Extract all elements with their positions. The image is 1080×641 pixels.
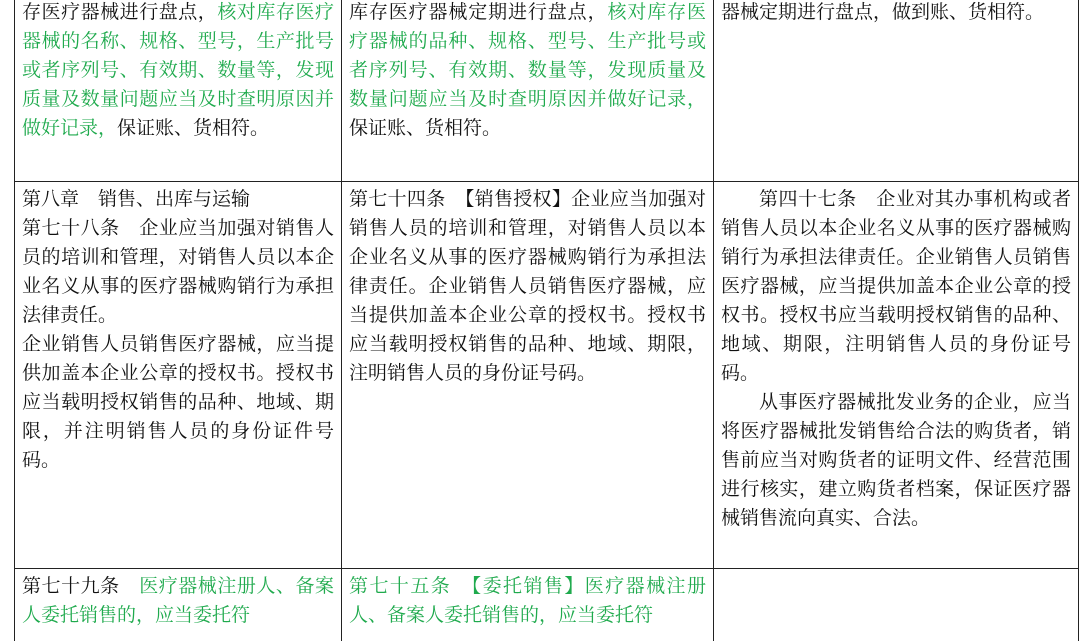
body-text: 第七十八条 企业应当加强对销售人员的培训和管理，对销售人员以本企业名义从事的医疗器械购销行为承担法律责任。 [22, 217, 334, 326]
cell-paragraph [22, 185, 334, 214]
highlighted-text: 第七十五条 [349, 575, 472, 597]
comparison-table-body [15, 0, 1079, 641]
cell-paragraph [721, 388, 1071, 533]
table-row-inventory [15, 0, 1079, 182]
comparison-table [14, 0, 1079, 641]
body-text: 企业销售人员销售医疗器械，应当提供加盖本企业公章的授权书。授权书应当载明授权销售的品种、地域、期限，并注明销售人员的身份证件号码。 [22, 333, 334, 471]
cell-paragraph [22, 0, 334, 143]
body-text: 从事医疗器械批发业务的企业，应当将医疗器械批发销售给合法的购货者，销售前应当对购货者的证明文件、经营范围进行核实，建立购货者档案，保证医疗器械销售流向真实、合法。 [721, 391, 1071, 529]
cell-paragraph [22, 572, 334, 630]
cell-old-rule-inventory [714, 0, 1079, 182]
cell-new-rule-sales [15, 182, 342, 569]
cell-new-rule-inventory [15, 0, 342, 182]
cell-paragraph [349, 572, 706, 630]
cell-paragraph [721, 185, 1071, 388]
body-text: 第八章 销售、出库与运输 [22, 188, 251, 210]
body-text: 存医疗器械进行盘点， [22, 1, 218, 23]
cell-draft-rule-sales [342, 182, 714, 569]
cell-old-rule-sales [714, 182, 1079, 569]
highlighted-text: 核对库存医疗器械的名称、规格、型号，生产批号或者序列号、有效期、数量等，发现质量及数量问题应当及时查明原因并做好记录， [22, 1, 334, 139]
cell-paragraph [22, 214, 334, 330]
body-text: 库存医疗器械定期进行盘点， [349, 1, 608, 23]
highlighted-text: 核对库存医疗器械的品种、规格、型号、生产批号或者序列号、有效期、数量等，发现质量及数量问题应当及时查明原因并做好记录， [349, 1, 706, 110]
highlighted-text: 【委托销售】医疗器械注册人、备案人委托销售的，应当委托符 [349, 575, 706, 626]
body-text: 保证账、货相符。 [349, 117, 502, 139]
cell-paragraph [349, 185, 706, 388]
body-text: 第七十四条 【销售授权】企业应当加强对销售人员的培训和管理，对销售人员以本企业名义从事的医疗器械购销行为承担法律责任。企业销售人员销售医疗器械，应当提供加盖本企业公章的授权书。授权书应当载明授权销售的品种、地域、期限，注明销售人员的身份证号码。 [349, 188, 706, 384]
highlighted-text: 医疗器械注册人、备案人委托销售的，应当委托符 [22, 575, 334, 626]
table-row-entrusted-sales [15, 569, 1079, 641]
cell-draft-rule-entrusted [342, 569, 714, 641]
cell-paragraph [721, 0, 1071, 27]
cell-draft-rule-inventory [342, 0, 714, 182]
body-text: 保证账、货相符。 [117, 117, 270, 139]
cell-paragraph [22, 330, 334, 475]
body-text: 第四十七条 企业对其办事机构或者销售人员以本企业名义从事的医疗器械购销行为承担法律责任。企业销售人员销售医疗器械，应当提供加盖本企业公章的授权书。授权书应当载明授权销售的品种、地域、期限，注明销售人员的身份证号码。 [721, 188, 1071, 384]
cell-old-rule-entrusted [714, 569, 1079, 641]
table-row-sales-authorization [15, 182, 1079, 569]
cell-paragraph [349, 0, 706, 143]
body-text: 器械定期进行盘点，做到账、货相符。 [721, 1, 1045, 23]
cell-new-rule-entrusted [15, 569, 342, 641]
body-text: 第七十九条 [22, 575, 140, 597]
